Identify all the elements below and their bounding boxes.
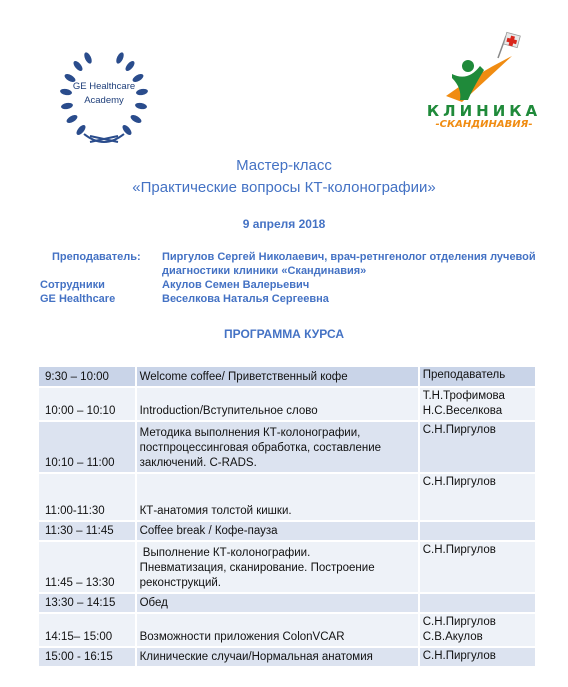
speaker-line: Н.С.Веселкова: [422, 405, 503, 417]
schedule-topic: [136, 541, 419, 593]
speaker-line: С.Н.Пиргулов: [422, 424, 496, 436]
schedule-row: [38, 421, 536, 473]
schedule-topic: [136, 593, 419, 613]
staff-name-1: Акулов Семен Валерьевич: [162, 279, 310, 291]
speaker-line: С.Н.Пиргулов: [422, 650, 496, 662]
schedule-speaker: [419, 613, 536, 647]
clinic-name: КЛИНИКА: [426, 102, 542, 120]
schedule-time: 14:15– 15:00: [38, 613, 136, 647]
staff-name-2: Веселкова Наталья Сергеевна: [162, 293, 329, 305]
event-date: 9 апреля 2018: [242, 217, 326, 231]
clinic-subtitle: -СКАНДИНАВИЯ-: [435, 119, 533, 130]
teacher-line-2: диагностики клиники «Скандинавия»: [162, 265, 367, 277]
program-title: ПРОГРАММА КУРСА: [223, 327, 345, 341]
schedule-speaker: [419, 421, 536, 473]
speaker-line: Т.Н.Трофимова: [422, 390, 505, 402]
schedule-time: 9:30 – 10:00: [38, 366, 136, 387]
schedule-topic: [136, 521, 419, 541]
staff-names: [162, 278, 329, 306]
topic-line: Introduction/Вступительное слово: [139, 405, 318, 417]
topic-line: КТ-анатомия толстой кишки.: [139, 505, 292, 517]
topic-line: Welcome coffee/ Приветственный кофе: [139, 371, 348, 383]
schedule-row: [38, 613, 536, 647]
topic-line: Coffee break / Кофе-пауза: [139, 525, 278, 537]
schedule-row: [38, 387, 536, 421]
speaker-line: Преподаватель: [422, 369, 506, 381]
schedule-topic: [136, 473, 419, 521]
speaker-line: С.Н.Пиргулов: [422, 544, 496, 556]
schedule-time: 11:30 – 11:45: [38, 521, 136, 541]
teacher-label: Преподаватель:: [52, 251, 141, 263]
schedule-topic: [136, 647, 419, 667]
schedule-topic: [136, 613, 419, 647]
schedule-topic: [136, 421, 419, 473]
speaker-line: С.Н.Пиргулов: [422, 476, 496, 488]
ge-logo-text: [58, 80, 150, 108]
schedule-speaker: [419, 521, 536, 541]
schedule-time: 10:10 – 11:00: [38, 421, 136, 473]
topic-line: постпроцессинговая обработка, составление: [139, 442, 382, 454]
schedule-speaker: [419, 647, 536, 667]
topic-line: Пневматизация, сканирование. Построение: [139, 562, 375, 574]
schedule-body: [38, 366, 536, 667]
schedule-row: [38, 473, 536, 521]
speaker-line: С.Н.Пиргулов: [422, 616, 496, 628]
schedule-table: [37, 365, 537, 668]
schedule-topic: [136, 387, 419, 421]
schedule-time: 15:00 - 16:15: [38, 647, 136, 667]
staff-label-line1: Сотрудники: [40, 279, 105, 291]
schedule-row: [38, 647, 536, 667]
topic-line: реконструкций.: [139, 577, 222, 589]
teacher-line-1: Пиргулов Сергей Николаевич, врач-ретнгенолог отделения лучевой: [162, 251, 536, 263]
speaker-line: [423, 523, 532, 538]
ge-logo-line2: Academy: [84, 95, 124, 106]
ge-logo-line1: GE Healthcare: [72, 81, 136, 92]
schedule-row: [38, 593, 536, 613]
course-title: «Практические вопросы КТ-колонографии»: [132, 179, 436, 196]
teacher-name: [162, 250, 536, 278]
schedule-time: 11:00-11:30: [38, 473, 136, 521]
schedule-time: 13:30 – 14:15: [38, 593, 136, 613]
topic-line: Обед: [139, 597, 168, 609]
topic-line: заключений. C-RADS.: [139, 457, 257, 469]
speaker-line: С.В.Акулов: [422, 631, 483, 643]
topic-line: Возможности приложения ColonVCAR: [139, 631, 345, 643]
schedule-speaker: [419, 593, 536, 613]
schedule-row: [38, 366, 536, 387]
topic-line: Клинические случаи/Нормальная анатомия: [139, 651, 373, 663]
schedule-row: [38, 541, 536, 593]
schedule-speaker: [419, 473, 536, 521]
staff-label: [40, 278, 115, 306]
schedule-speaker: [419, 541, 536, 593]
topic-line: Методика выполнения КТ-колонографии,: [139, 427, 361, 439]
masterclass-title: Мастер-класс: [236, 157, 332, 174]
staff-label-line2: GE Healthcare: [40, 293, 116, 305]
schedule-time: 10:00 – 10:10: [38, 387, 136, 421]
schedule-time: 11:45 – 13:30: [38, 541, 136, 593]
schedule-topic: [136, 366, 419, 387]
topic-line: Выполнение КТ-колонографии.: [139, 547, 311, 559]
schedule-speaker: [419, 366, 536, 387]
schedule-speaker: [419, 387, 536, 421]
speaker-line: [423, 595, 532, 610]
schedule-row: [38, 521, 536, 541]
